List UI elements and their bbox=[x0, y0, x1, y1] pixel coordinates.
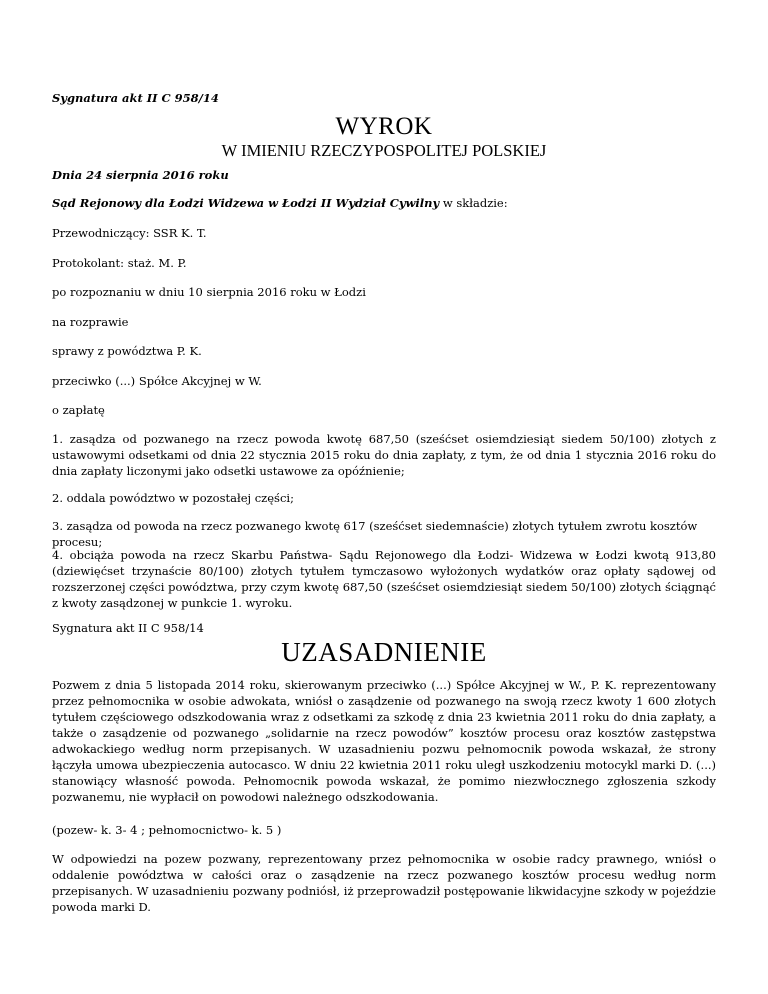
verdict-point-3: 3. zasądza od powoda na rzecz pozwanego kwotę 617 (sześćset siedemnaście) złotych tytułem zwrotu kosztów procesu; bbox=[52, 519, 698, 549]
case-signature: Sygnatura akt II C 958/14 bbox=[52, 91, 219, 105]
verdict-point-4: 4. obciąża powoda na rzecz Skarbu Państwa- Sądu Rejonowego dla Łodzi- Widzewa w Łodzi kwotą 913,80 (dziewięćset trzynaście 80/100) złotych tytułem tymczasowo wyłożonych wydatków oraz opłaty sądowej od rozszerzonej części powództwa, przy czym kwotę 687,50 (sześćset osiemdziesiąt siedem 50/100) złotych ściągnąć z kwoty zasądzonej w punkcie 1. wyroku. bbox=[52, 548, 716, 610]
evidence-reference: (pozew- k. 3- 4 ; pełnomocnictwo- k. 5 ) bbox=[52, 823, 282, 837]
chair-line: Przewodniczący: SSR K. T. bbox=[52, 226, 207, 240]
defendant-line: przeciwko (...) Spółce Akcyjnej w W. bbox=[52, 374, 262, 388]
justification-paragraph-1: Pozwem z dnia 5 listopada 2014 roku, skierowanym przeciwko (...) Spółce Akcyjnej w W., P. K. reprezentowany przez pełnomocnika w osobie adwokata, wniósł o zasądzenie od pozwanego na swoją rzecz kwoty 1 600 złotych tytułem częściowego odszkodowania wraz z odsetkami za szkodę z dnia 23 kwietnia 2011 roku do dnia zapłaty, a także o zasądzenie od pozwanego „solidarnie na rzecz powodów” kosztów procesu oraz kosztów zastępstwa adwokackiego według norm przepisanych. W uzasadnieniu pozwu pełnomocnik powoda wskazał, że strony łączyła umowa ubezpieczenia autocasco. W dniu 22 kwietnia 2011 roku uległ uszkodzeniu motocykl marki D. (...) stanowiący własność powoda. Pełnomocnik powoda wskazał, że pomimo niezwłocznego zgłoszenia szkody pozwanemu, nie wypłacił on powodowi należnego odszkodowania. bbox=[52, 678, 716, 804]
subject-line: o zapłatę bbox=[52, 403, 105, 417]
judgment-subtitle: W IMIENIU RZECZYPOSPOLITEJ POLSKIEJ bbox=[221, 141, 547, 160]
judgment-title: WYROK bbox=[335, 113, 433, 140]
case-signature-2: Sygnatura akt II C 958/14 bbox=[52, 621, 204, 635]
court-suffix: w składzie: bbox=[439, 196, 508, 210]
justification-title: UZASADNIENIE bbox=[281, 637, 487, 667]
verdict-point-2: 2. oddala powództwo w pozostałej części; bbox=[52, 491, 294, 505]
court-name: Sąd Rejonowy dla Łodzi Widzewa w Łodzi II Wydział Cywilny bbox=[52, 196, 440, 210]
verdict-point-1: 1. zasądza od pozwanego na rzecz powoda kwotę 687,50 (sześćset osiemdziesiąt siedem 50/100) złotych z ustawowymi odsetkami od dnia 22 stycznia 2015 roku do dnia zapłaty, z tym, że od dnia 1 stycznia 2016 roku do dnia zapłaty liczonymi jako odsetki ustawowe za opóźnienie; bbox=[52, 432, 716, 478]
clerk-line: Protokolant: staż. M. P. bbox=[52, 256, 187, 270]
session-line: na rozprawie bbox=[52, 315, 129, 329]
case-line: sprawy z powództwa P. K. bbox=[52, 344, 202, 358]
justification-paragraph-2: W odpowiedzi na pozew pozwany, reprezentowany przez pełnomocnika w osobie radcy prawnego, wniósł o oddalenie powództwa w całości oraz o zasądzenie na rzecz pozwanego kosztów procesu według norm przepisanych. W uzasadnieniu pozwany podniósł, iż przeprowadził postępowanie likwidacyjne szkody w pojeździe powoda marki D. bbox=[52, 852, 716, 914]
court-composition bbox=[52, 195, 716, 211]
hearing-line: po rozpoznaniu w dniu 10 sierpnia 2016 roku w Łodzi bbox=[52, 285, 366, 299]
judgment-date: Dnia 24 sierpnia 2016 roku bbox=[52, 168, 229, 182]
